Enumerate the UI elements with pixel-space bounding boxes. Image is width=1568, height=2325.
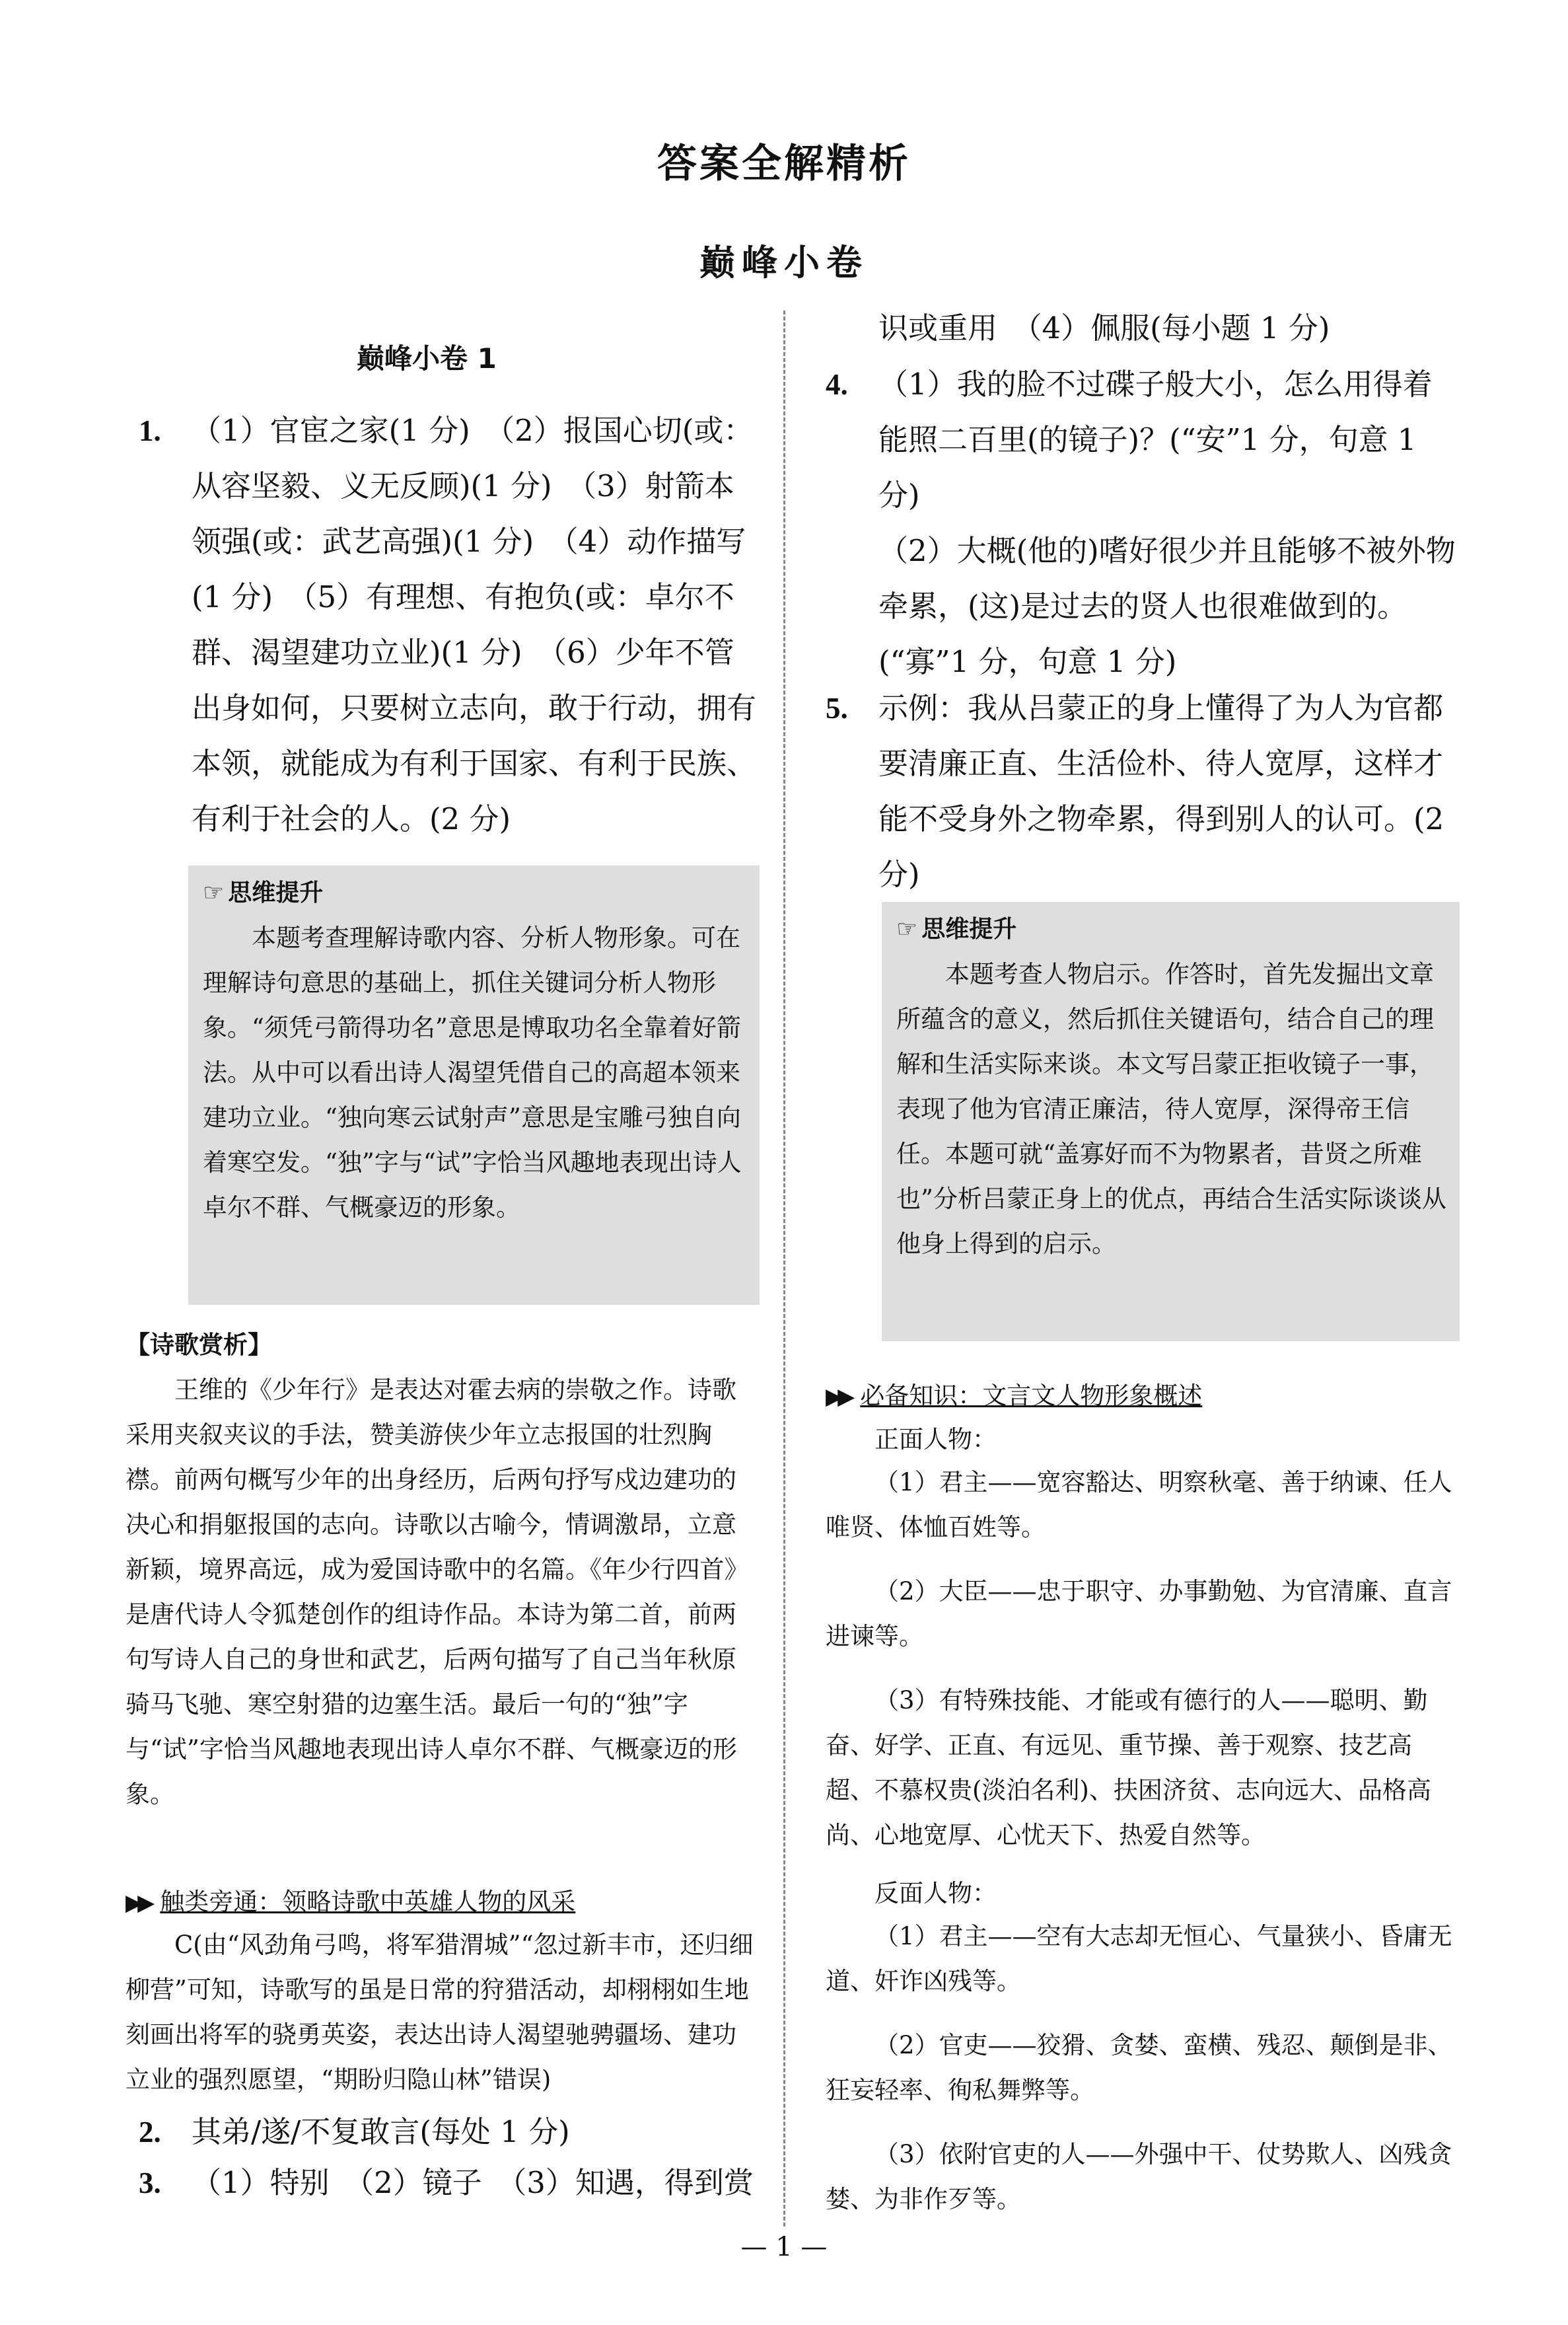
positive-item-2: （2）大臣——忠于职守、办事勤勉、为官清廉、直言进谏等。	[826, 1577, 1452, 1650]
question-2	[139, 2104, 760, 2160]
hand-pointing-icon: ☞	[203, 879, 225, 906]
related-heading: ▶▶ 触类旁通：领略诗歌中英雄人物的风采	[125, 1888, 576, 1916]
box-text: 本题考查理解诗歌内容、分析人物形象。可在理解诗句意思的基础上，抓住关键词分析人物形象。“须凭弓箭得功名”意思是博取功名全靠着好箭法。从中可以看出诗人渴望凭借自己的高超本领来建功立业。“独向寒云试射声”意思是宝雕弓独自向着寒空发。“独”字与“试”字恰当风趣地表现出诗人卓尔不群、气概豪迈的形象。	[203, 924, 742, 1222]
question-answer: 示例：我从吕蒙正的身上懂得了为人为官都要清廉正直、生活俭朴、待人宽厚，这样才能不受身外之物牵累，得到别人的认可。(2 分)	[878, 690, 1444, 892]
negative-item-1: （1）君主——空有大志却无恒心、气量狭小、昏庸无道、奸诈凶残等。	[826, 1922, 1452, 1995]
thinking-box	[882, 902, 1460, 1341]
page-number: — 1 —	[740, 2232, 828, 2262]
negative-label: 反面人物：	[874, 1879, 997, 1907]
question-answer-part1: （1）我的脸不过碟子般大小，怎么用得着能照二百里(的镜子)？(“安”1 分，句意 1 分)	[878, 367, 1433, 513]
question-1	[139, 403, 760, 847]
negative-item-3: （3）依附官吏的人——外强中干、仗势欺人、凶残贪婪、为非作歹等。	[826, 2140, 1452, 2213]
question-answer: （1）官宦之家(1 分) （2）报国心切(或：从容坚毅、义无反顾)(1 分) （3）射箭本领强(或：武艺高强)(1 分) （4）动作描写(1 分) （5）有理想、有抱负(或：卓尔不群、渴望建功立业)(1 分) （6）少年不管出身如何，只要树立志向，敢于行动，拥有本领，就能成为有利于国家、有利于民族、有利于社会的人。(2 分)	[192, 413, 757, 836]
question-5	[826, 681, 1460, 903]
appreciation-text: 王维的《少年行》是表达对霍去病的崇敬之作。诗歌采用夹叙夹议的手法，赞美游侠少年立志报国的壮烈胸襟。前两句概写少年的出身经历，后两句抒写戍边建功的决心和捐躯报国的志向。诗歌以古喻今，情调激昂，立意新颖，境界高远，成为爱国诗歌中的名篇。《年少行四首》是唐代诗人令狐楚创作的组诗作品。本诗为第二首，前两句写诗人自己的身世和武艺，后两句描写了自己当年秋原骑马飞驰、寒空射猎的边塞生活。最后一句的“独”字与“试”字恰当风趣地表现出诗人卓尔不群、气概豪迈的形象。	[125, 1376, 749, 1808]
question-number: 3.	[139, 2166, 161, 2199]
negative-item-2: （2）官吏——狡猾、贪婪、蛮横、残忍、颠倒是非、狂妄轻率、徇私舞弊等。	[826, 2031, 1452, 2104]
section-title: 巅峰小卷 1	[357, 342, 497, 375]
box-heading: ☞ 思维提升	[896, 916, 1017, 943]
positive-item-3: （3）有特殊技能、才能或有德行的人——聪明、勤奋、好学、正直、有远见、重节操、善于观察、技艺高超、不慕权贵(淡泊名利)、扶困济贫、志向远大、品格高尚、心地宽厚、心忧天下、热爱自然等。	[826, 1686, 1431, 1849]
double-arrow-icon: ▶▶	[826, 1384, 850, 1410]
thinking-box	[188, 866, 760, 1305]
column-divider	[783, 311, 785, 2227]
positive-item-1: （1）君主——宽容豁达、明察秋毫、善于纳谏、任人唯贤、体恤百姓等。	[826, 1468, 1452, 1541]
question-3	[139, 2155, 760, 2211]
question-answer-part2: （2）大概(他的)嗜好很少并且能够不被外物牵累，(这)是过去的贤人也很难做到的。(“寡”1 分，句意 1 分)	[878, 533, 1456, 679]
question-number: 4.	[826, 368, 848, 401]
page-title: 答案全解精析	[657, 141, 911, 187]
page-subtitle: 巅峰小卷	[699, 242, 869, 283]
question-answer: （1）特别 （2）镜子 （3）知遇，得到赏	[192, 2165, 754, 2200]
hand-pointing-icon: ☞	[896, 916, 918, 943]
related-text: C(由“风劲角弓鸣，将军猎渭城”“忽过新丰市，还归细柳营”可知，诗歌写的虽是日常的狩猎活动，却栩栩如生地刻画出将军的骁勇英姿，表达出诗人渴望驰骋疆场、建功立业的强烈愿望，“期盼归隐山林”错误)	[125, 1931, 754, 2094]
knowledge-heading: ▶▶ 必备知识：文言文人物形象概述	[826, 1382, 1203, 1410]
question-3-continued: 识或重用 （4）佩服(每小题 1 分)	[878, 311, 1330, 346]
box-text: 本题考查人物启示。作答时，首先发掘出文章所蕴含的意义，然后抓住关键语句，结合自己的理解和生活实际来谈。本文写吕蒙正拒收镜子一事，表现了他为官清正廉洁，待人宽厚，深得帝王信任。本题可就“盖寡好而不为物累者，昔贤之所难也”分析吕蒙正身上的优点，再结合生活实际谈谈从他身上得到的启示。	[896, 960, 1446, 1258]
question-answer: 其弟/遂/不复敢言(每处 1 分)	[192, 2114, 570, 2149]
double-arrow-icon: ▶▶	[125, 1890, 150, 1916]
positive-label: 正面人物：	[874, 1425, 997, 1454]
question-number: 1.	[139, 414, 161, 447]
box-heading: ☞ 思维提升	[203, 879, 324, 906]
question-number: 2.	[139, 2116, 161, 2149]
question-number: 5.	[826, 692, 848, 725]
question-4	[826, 357, 1460, 690]
appreciation-heading: 【诗歌赏析】	[125, 1331, 272, 1359]
